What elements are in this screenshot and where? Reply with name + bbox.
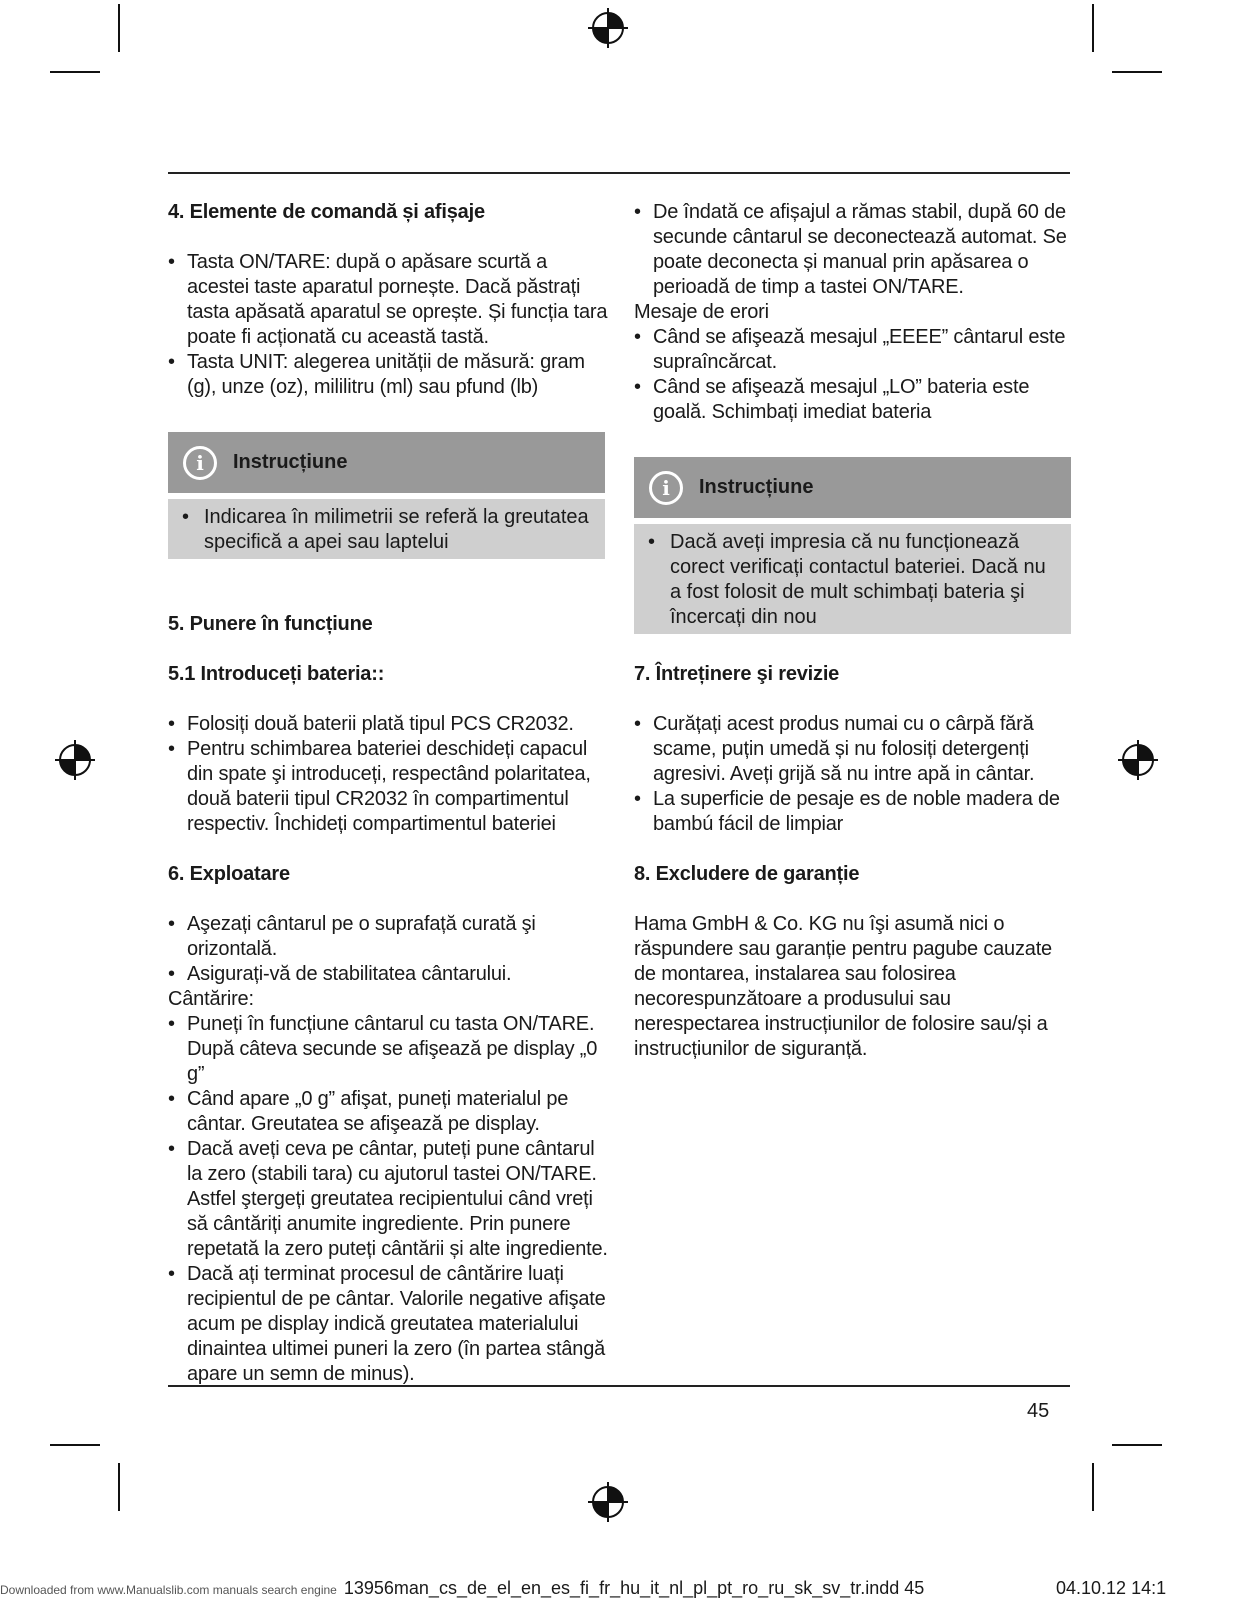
- list-item: • Dacă aveți ceva pe cântar, puteți pune cântarul la zero (stabili tara) cu ajutorul tastei ON/TARE. Astfel ştergeți greutatea recipientului când vreți să cântăriți anumite ingrediente. Prin punere repetată la zero puteți cântării și alte ingrediente.: [168, 1137, 608, 1262]
- section-5: [168, 612, 608, 637]
- footer-date: 04.10.12 14:1: [1056, 1578, 1167, 1598]
- note-title: Instrucțiune: [233, 451, 348, 473]
- list-item: • Puneți în funcțiune cântarul cu tasta ON/TARE. După câteva secunde se afişează pe display „0 g”: [168, 1012, 608, 1087]
- registration-mark-icon: [588, 8, 628, 48]
- crop-mark: [1092, 1463, 1094, 1511]
- bullet-list: [634, 325, 1074, 425]
- list-item: • Folosiți două baterii plată tipul PCS CR2032.: [168, 712, 608, 737]
- section-5-1: [168, 662, 608, 837]
- note-header: [168, 432, 605, 493]
- file-name: 13956man_cs_de_el_en_es_fi_fr_hu_it_nl_pl_pt_ro_ru_sk_sv_tr.indd 45: [343, 1578, 925, 1598]
- list-item: • Dacă ați terminat procesul de cântărire luați recipientul de pe cântar. Valorile negative afişate acum pe display indică greutatea materialului dinaintea ultimei puneri la zero (în partea stângă apare un semn de minus).: [168, 1262, 608, 1387]
- note-header: [634, 457, 1071, 518]
- section-heading: 6. Exploatare: [168, 863, 290, 885]
- section-heading: 8. Excludere de garanție: [634, 863, 860, 885]
- bullet-list: [168, 250, 608, 400]
- section-heading: 4. Elemente de comandă și afișaje: [168, 201, 485, 223]
- section-heading: 5.1 Introduceți bateria::: [168, 663, 385, 685]
- list-item: • Când apare „0 g” afişat, puneți materialul pe cântar. Greutatea se afişează pe display.: [168, 1087, 608, 1137]
- subheading: Cântărire:: [168, 988, 254, 1010]
- info-icon: i: [649, 471, 683, 505]
- section-6: [168, 862, 608, 1387]
- list-item: • Tasta ON/TARE: după o apăsare scurtă a acestei taste aparatul pornește. Dacă păstrați tasta apăsată aparatul se oprește. Și funcția tara poate fi acționată cu această tastă.: [168, 250, 608, 350]
- section-7: [634, 662, 1074, 837]
- bullet-list: [168, 1012, 608, 1387]
- list-item: • De îndată ce afișajul a rămas stabil, după 60 de secunde cântarul se deconectează automat. Se poate deconecta și manual prin apăsarea o perioadă de timp a tastei ON/TARE.: [634, 200, 1074, 300]
- section-4: [168, 200, 608, 400]
- crop-mark: [1112, 1444, 1162, 1446]
- list-item: • Dacă aveți impresia că nu funcționează corect verificați contactul bateriei. Dacă nu a fost folosit de mult schimbați bateria şi încercați din nou: [648, 530, 1059, 630]
- crop-mark: [50, 1444, 100, 1446]
- crop-mark: [50, 71, 100, 73]
- list-item: • Curățați acest produs numai cu o cârpă fără scame, puțin umedă și nu folosiți detergenți agresivi. Aveți grijă să nu intre apă in cântar.: [634, 712, 1074, 787]
- top-rule: [168, 172, 1070, 174]
- section-heading: 7. Întreținere şi revizie: [634, 663, 840, 685]
- list-item: • Când se afişează mesajul „LO” bateria este goală. Schimbați imediat bateria: [634, 375, 1074, 425]
- list-item: • Asigurați-vă de stabilitatea cântarului.: [168, 962, 608, 987]
- download-link[interactable]: Downloaded from www.Manualslib.com manuals search engine: [0, 1583, 337, 1597]
- bullet-list: [168, 912, 608, 987]
- note-body: [634, 524, 1071, 634]
- list-item: • La superficie de pesaje es de noble madera de bambú fácil de limpiar: [634, 787, 1074, 837]
- errors-label: Mesaje de erori: [634, 301, 769, 323]
- list-item: • Când se afişează mesajul „EEEE” cântarul este supraîncărcat.: [634, 325, 1074, 375]
- note-body: [168, 499, 605, 559]
- section-6-continued: [634, 200, 1074, 425]
- section-8: [634, 862, 1074, 1062]
- crop-mark: [1112, 71, 1162, 73]
- registration-mark-icon: [588, 1482, 628, 1522]
- crop-mark: [118, 1463, 120, 1511]
- crop-mark: [118, 4, 120, 52]
- list-item: • Aşezați cântarul pe o suprafață curată şi orizontală.: [168, 912, 608, 962]
- footer-file-info: [0, 1578, 924, 1599]
- instruction-note: [634, 457, 1071, 634]
- list-item: • Pentru schimbarea bateriei deschideți capacul din spate şi introduceți, respectând polaritatea, două baterii tipul CR2032 în compartimentul respectiv. Închideți compartimentul bateriei: [168, 737, 608, 837]
- info-icon: i: [183, 446, 217, 480]
- note-title: Instrucțiune: [699, 476, 814, 498]
- list-item: • Indicarea în milimetrii se referă la greutatea specifică a apei sau laptelui: [182, 505, 593, 555]
- bullet-list: [168, 712, 608, 837]
- page-number: 45: [1027, 1400, 1050, 1422]
- list-item: • Tasta UNIT: alegerea unității de măsură: gram (g), unze (oz), mililitru (ml) sau pfund (lb): [168, 350, 608, 400]
- instruction-note: [168, 432, 605, 559]
- section-heading: 5. Punere în funcțiune: [168, 613, 373, 635]
- registration-mark-icon: [55, 740, 95, 780]
- crop-mark: [1092, 4, 1094, 52]
- bullet-list: [634, 200, 1074, 300]
- paragraph: Hama GmbH & Co. KG nu îşi asumă nici o răspundere sau garanție pentru pagube cauzate de montarea, instalarea sau folosirea necorespunzătoare a produsului sau nerespectarea instrucțiunilor de folosire sau/și a instrucțiunilor de siguranță.: [634, 913, 1052, 1060]
- bullet-list: [634, 712, 1074, 837]
- registration-mark-icon: [1118, 740, 1158, 780]
